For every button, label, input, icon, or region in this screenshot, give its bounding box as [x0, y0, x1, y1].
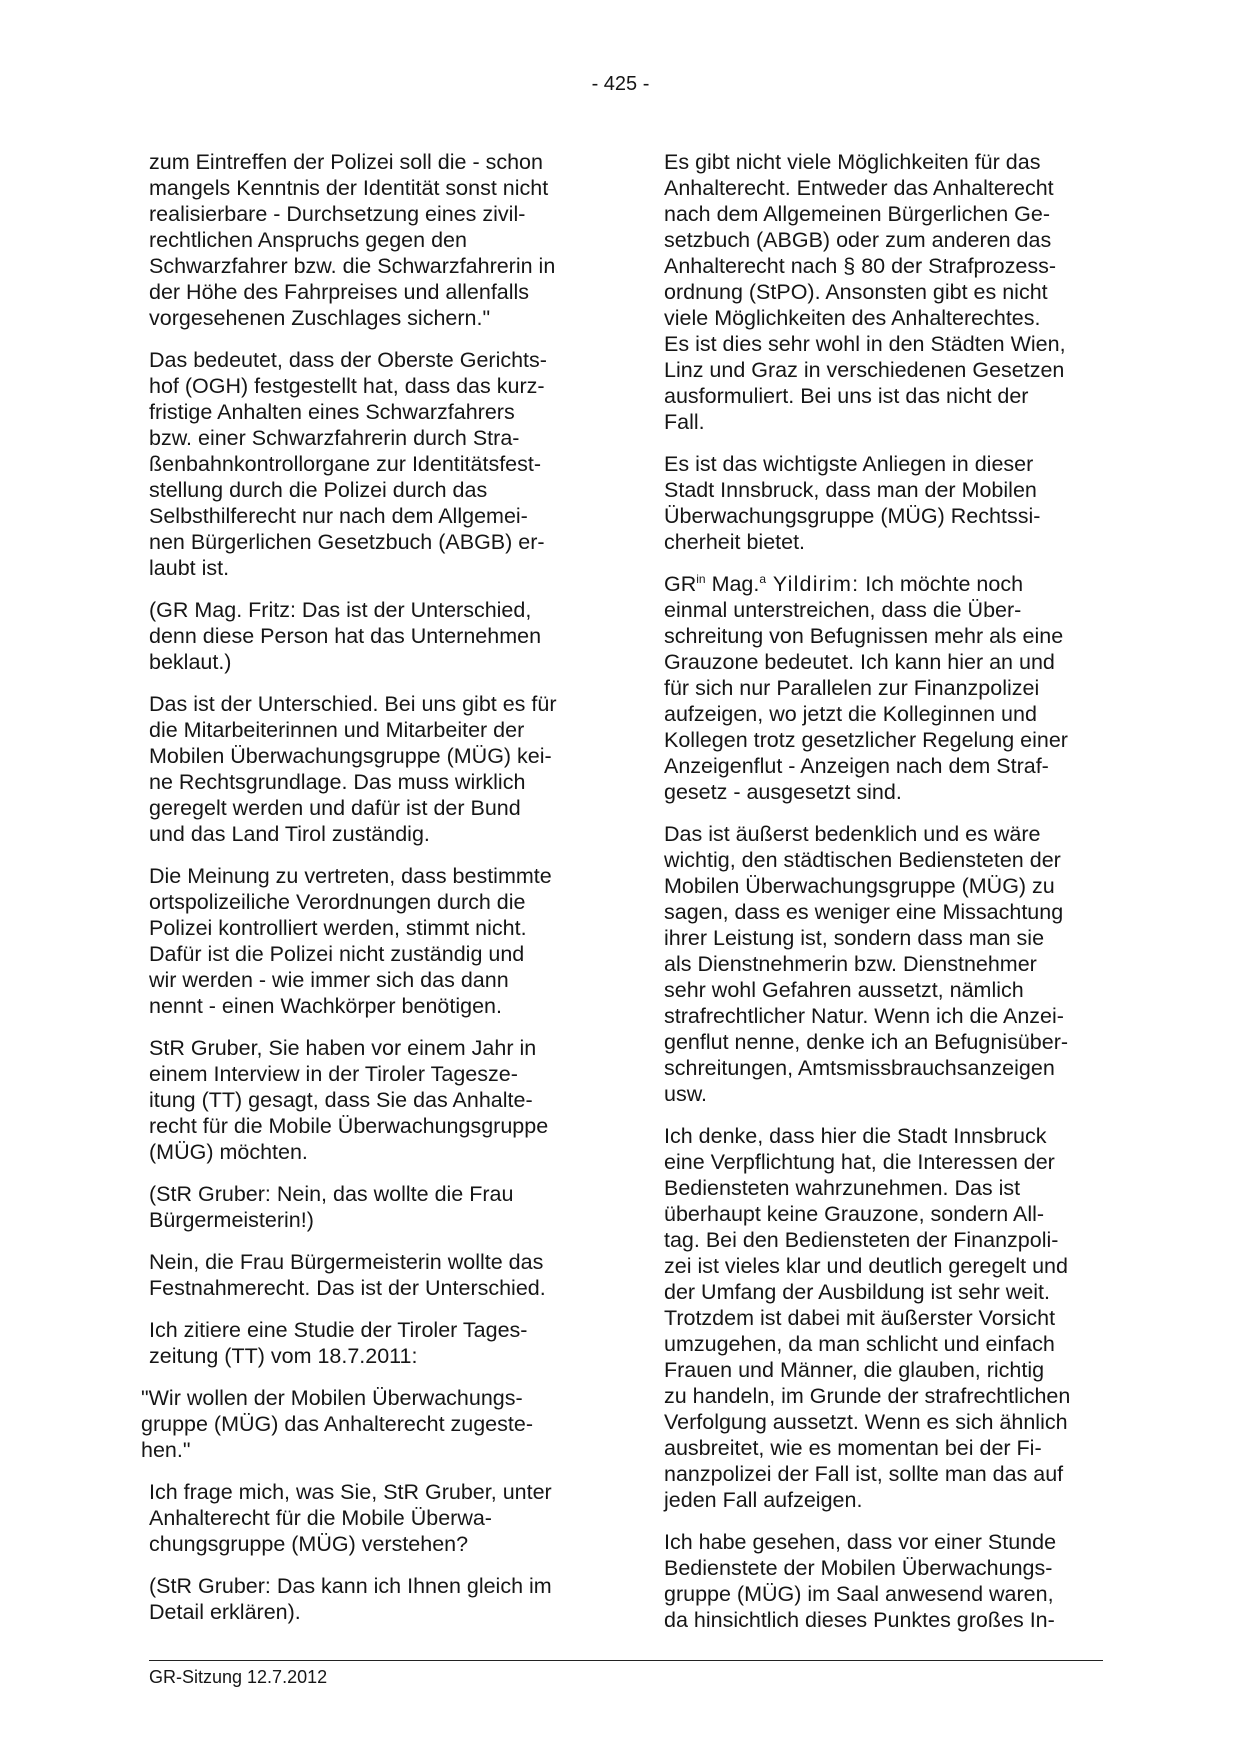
paragraph: Es gibt nicht viele Möglichkeiten für das Anhalterecht. Entweder das Anhalterecht nach dem Allgemeinen Bürgerlichen Ge- setzbuch (ABGB) oder zum anderen das Anhalterecht nach § 80 der Strafprozess- ordnung (StPO). Ansonsten gibt es nicht viele Möglichkeiten des Anhalterechtes. Es ist dies sehr wohl in den Städten Wien, Linz und Graz in verschiedenen Gesetzen ausformuliert. Bei uns ist das nicht der Fall.: [664, 150, 1066, 434]
paragraph: Ich denke, dass hier die Stadt Innsbruck eine Verpflichtung hat, die Interessen der Bediensteten wahrzunehmen. Das ist überhaupt keine Grauzone, sondern All- tag. Bei den Bediensteten der Finanzpoli- zei ist vieles klar und deutlich geregelt und der Umfang der Ausbildung ist sehr weit. Trotzdem ist dabei mit äußerster Vorsicht umzugehen, da man schlicht und einfach Frauen und Männer, die glauben, richtig zu handeln, im Grunde der strafrechtlichen Verfolgung aussetzt. Wenn es sich ähnlich ausbreitet, wie es momentan bei der Fi- nanzpolizei der Fall ist, sollte man das auf jeden Fall aufzeigen.: [664, 1124, 1071, 1512]
speaker-title-mag-sup: a: [759, 571, 767, 586]
paragraph: Das ist äußerst bedenklich und es wäre wichtig, den städtischen Bediensteten der Mobilen Überwachungsgruppe (MÜG) zu sagen, dass es weniger eine Missachtung ihrer Leistung ist, sondern dass man sie als Dienstnehmerin bzw. Dienstnehmer sehr wohl Gefahren aussetzt, nämlich strafrechtlicher Natur. Wenn ich die Anzei- genflut nenne, denke ich an Befugnisüber- schreitungen, Amtsmissbrauchsanzeigen usw.: [664, 822, 1069, 1106]
speaker-title-gr: GR: [664, 572, 697, 596]
paragraph: Ich habe gesehen, dass vor einer Stunde Bedienstete der Mobilen Überwachungs- gruppe (MÜG) im Saal anwesend waren, da hinsichtlich dieses Punktes großes In-: [664, 1530, 1057, 1632]
speaker-name: Yildirim:: [766, 572, 860, 596]
paragraph: Das ist der Unterschied. Bei uns gibt es für die Mitarbeiterinnen und Mitarbeiter der Mobilen Überwachungsgruppe (MÜG) kei- ne Rechtsgrundlage. Das muss wirklich geregelt werden und dafür ist der Bund und das Land Tirol zuständig.: [149, 692, 557, 846]
paragraph: Nein, die Frau Bürgermeisterin wollte das Festnahmerecht. Das ist der Unterschied.: [149, 1250, 546, 1300]
paragraph: StR Gruber, Sie haben vor einem Jahr in einem Interview in der Tiroler Tagesze- itung (TT) gesagt, dass Sie das Anhalte- recht für die Mobile Überwachungsgruppe (MÜG) möchten.: [149, 1036, 549, 1164]
left-column: [141, 149, 604, 1641]
interjection: (StR Gruber: Nein, das wollte die Frau Bürgermeisterin!): [149, 1182, 514, 1232]
footer-session-date: GR-Sitzung 12.7.2012: [149, 1667, 328, 1687]
interjection: (StR Gruber: Das kann ich Ihnen gleich im Detail erklären).: [149, 1574, 552, 1624]
speaker-title-mag: Mag.: [705, 572, 760, 596]
speaker-paragraph: [664, 571, 1119, 805]
paragraph: Ich zitiere eine Studie der Tiroler Tages- zeitung (TT) vom 18.7.2011:: [149, 1318, 528, 1368]
paragraph: Ich frage mich, was Sie, StR Gruber, unter Anhalterecht für die Mobile Überwa- chungsgruppe (MÜG) verstehen?: [149, 1480, 552, 1556]
quote: "Wir wollen der Mobilen Überwachungs- gruppe (MÜG) das Anhalterecht zugeste- hen.": [141, 1386, 533, 1462]
footer-divider: [149, 1660, 1103, 1661]
interjection: (GR Mag. Fritz: Das ist der Unterschied, denn diese Person hat das Unternehmen beklaut.): [149, 598, 542, 674]
paragraph: Die Meinung zu vertreten, dass bestimmte ortspolizeiliche Verordnungen durch die Polizei kontrolliert werden, stimmt nicht. Dafür ist die Polizei nicht zuständig und wir werden - wie immer sich das dann nennt - einen Wachkörper benötigen.: [149, 864, 552, 1018]
right-column: [664, 149, 1119, 1649]
page-number: - 425 -: [591, 73, 650, 95]
paragraph: Das bedeutet, dass der Oberste Gerichts- hof (OGH) festgestellt hat, dass das kurz- fristige Anhalten eines Schwarzfahrers bzw. einer Schwarzfahrerin durch Stra- ßenbahnkontrollorgane zur Identitätsfest- stellung durch die Polizei durch das Selbsthilferecht nur nach dem Allgemei- nen Bürgerlichen Gesetzbuch (ABGB) er- laubt ist.: [149, 348, 547, 580]
speaker-title-gr-sup: in: [696, 571, 706, 586]
paragraph: zum Eintreffen der Polizei soll die - schon mangels Kenntnis der Identität sonst nicht realisierbare - Durchsetzung eines zivil- rechtlichen Anspruchs gegen den Schwarzfahrer bzw. die Schwarzfahrerin in der Höhe des Fahrpreises und allenfalls vorgesehenen Zuschlages sichern.": [149, 150, 556, 330]
paragraph: Es ist das wichtigste Anliegen in dieser Stadt Innsbruck, dass man der Mobilen Überwachungsgruppe (MÜG) Rechtssi- cherheit bietet.: [664, 452, 1041, 554]
speaker-text: Ich möchte noch einmal unterstreichen, dass die Über- schreitung von Befugnissen mehr als eine Grauzone bedeutet. Ich kann hier an und für sich nur Parallelen zur Finanzpolizei aufzeigen, wo jetzt die Kolleginnen und Kollegen trotz gesetzlicher Regelung einer Anzeigenflut - Anzeigen nach dem Straf- gesetz - ausgesetzt sind.: [664, 572, 1068, 804]
